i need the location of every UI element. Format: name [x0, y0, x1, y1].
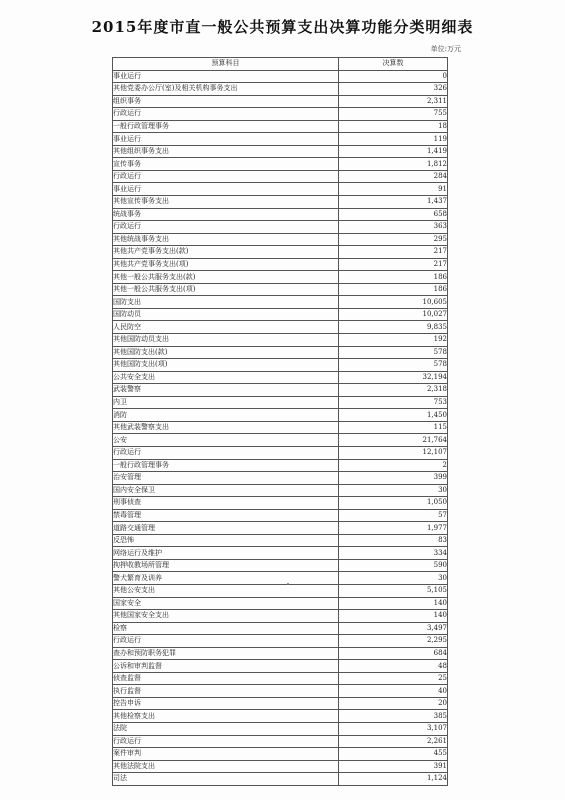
table-row [113, 472, 448, 485]
row-amount: 753 [339, 396, 448, 409]
row-amount: 192 [339, 334, 448, 347]
table-row [113, 321, 448, 334]
row-item-name: 执行监督 [113, 685, 339, 698]
row-amount: 21,764 [339, 434, 448, 447]
table-row [113, 522, 448, 535]
row-item-name: 宣传事务 [113, 158, 339, 171]
row-item-name: 人民防空 [113, 321, 339, 334]
table-row [113, 158, 448, 171]
row-item-name: 事业运行 [113, 70, 339, 83]
table-header-row [113, 58, 448, 71]
row-item-name: 事业运行 [113, 183, 339, 196]
row-amount: 578 [339, 346, 448, 359]
row-amount: 1,437 [339, 196, 448, 209]
row-item-name: 法院 [113, 722, 339, 735]
row-amount: 455 [339, 748, 448, 761]
table-body [113, 70, 448, 785]
row-item-name: 禁毒管理 [113, 509, 339, 522]
row-amount: 1,419 [339, 145, 448, 158]
row-amount: 755 [339, 108, 448, 121]
row-amount: 385 [339, 710, 448, 723]
row-item-name: 国家安全 [113, 597, 339, 610]
row-item-name: 内卫 [113, 396, 339, 409]
table-row [113, 497, 448, 510]
row-amount: 399 [339, 472, 448, 485]
row-item-name: 国防动员 [113, 308, 339, 321]
row-item-name: 其他国防动员支出 [113, 334, 339, 347]
table-row [113, 559, 448, 572]
table-row [113, 384, 448, 397]
table-row [113, 597, 448, 610]
row-amount: 57 [339, 509, 448, 522]
table-row [113, 722, 448, 735]
row-amount: 32,194 [339, 371, 448, 384]
table-row [113, 271, 448, 284]
row-item-name: 其他公安支出 [113, 584, 339, 597]
table-row [113, 421, 448, 434]
table-row [113, 735, 448, 748]
table-row [113, 346, 448, 359]
row-amount: 0 [339, 70, 448, 83]
row-item-name: 国内安全保卫 [113, 484, 339, 497]
row-amount: 1,812 [339, 158, 448, 171]
table-row [113, 208, 448, 221]
row-item-name: 警犬繁育及训养 [113, 572, 339, 585]
row-item-name: 查办和预防职务犯罪 [113, 647, 339, 660]
table-row [113, 446, 448, 459]
table-row [113, 233, 448, 246]
row-item-name: 案件审判 [113, 748, 339, 761]
budget-table [112, 57, 448, 786]
row-amount: 217 [339, 246, 448, 259]
row-item-name: 公共安全支出 [113, 371, 339, 384]
row-amount: 10,027 [339, 308, 448, 321]
row-item-name: 其他党委办公厅(室)及相关机构事务支出 [113, 83, 339, 96]
row-amount: 217 [339, 258, 448, 271]
row-item-name: 其他国家安全支出 [113, 610, 339, 623]
table-row [113, 459, 448, 472]
row-amount: 5,105 [339, 584, 448, 597]
table-row [113, 685, 448, 698]
row-amount: 186 [339, 271, 448, 284]
header-budget-item: 预算科目 [113, 58, 339, 71]
table-row [113, 748, 448, 761]
table-row [113, 308, 448, 321]
row-item-name: 控告申诉 [113, 697, 339, 710]
row-amount: 48 [339, 660, 448, 673]
row-amount: 119 [339, 133, 448, 146]
row-amount: 2,295 [339, 635, 448, 648]
table-row [113, 334, 448, 347]
row-item-name: 行政运行 [113, 735, 339, 748]
row-amount: 684 [339, 647, 448, 660]
table-row [113, 572, 448, 585]
table-row [113, 221, 448, 234]
row-item-name: 公诉和审判监督 [113, 660, 339, 673]
row-item-name: 行政运行 [113, 446, 339, 459]
row-amount: 186 [339, 283, 448, 296]
table-row [113, 610, 448, 623]
row-item-name: 组织事务 [113, 95, 339, 108]
row-amount: 10,605 [339, 296, 448, 309]
row-amount: 2,318 [339, 384, 448, 397]
row-item-name: 反恐怖 [113, 534, 339, 547]
table-row [113, 622, 448, 635]
row-amount: 1,050 [339, 497, 448, 510]
unit-label: 单位:万元 [430, 45, 461, 53]
row-item-name: 其他检察支出 [113, 710, 339, 723]
table-row [113, 283, 448, 296]
table-row [113, 359, 448, 372]
row-amount: 363 [339, 221, 448, 234]
row-amount: 12,107 [339, 446, 448, 459]
row-amount: 2 [339, 459, 448, 472]
row-item-name: 行政运行 [113, 221, 339, 234]
table-row [113, 635, 448, 648]
row-item-name: 其他国防支出(款) [113, 346, 339, 359]
row-amount: 20 [339, 697, 448, 710]
row-amount: 2,311 [339, 95, 448, 108]
table-row [113, 409, 448, 422]
table-row [113, 509, 448, 522]
table-row [113, 133, 448, 146]
scan-speck [287, 583, 289, 585]
row-item-name: 行政运行 [113, 108, 339, 121]
row-item-name: 行政运行 [113, 170, 339, 183]
row-item-name: 统战事务 [113, 208, 339, 221]
row-amount: 1,450 [339, 409, 448, 422]
table-row [113, 258, 448, 271]
table-row [113, 296, 448, 309]
row-item-name: 司法 [113, 773, 339, 786]
row-amount: 2,261 [339, 735, 448, 748]
row-amount: 391 [339, 760, 448, 773]
row-item-name: 行政运行 [113, 635, 339, 648]
table-row [113, 246, 448, 259]
table-row [113, 647, 448, 660]
row-amount: 3,107 [339, 722, 448, 735]
row-item-name: 事业运行 [113, 133, 339, 146]
row-amount: 40 [339, 685, 448, 698]
row-item-name: 武装警察 [113, 384, 339, 397]
table-row [113, 396, 448, 409]
row-amount: 83 [339, 534, 448, 547]
row-amount: 295 [339, 233, 448, 246]
row-amount: 140 [339, 610, 448, 623]
row-item-name: 道路交通管理 [113, 522, 339, 535]
table-row [113, 183, 448, 196]
row-amount: 578 [339, 359, 448, 372]
row-item-name: 其他国防支出(项) [113, 359, 339, 372]
row-amount: 1,124 [339, 773, 448, 786]
table-row [113, 484, 448, 497]
row-amount: 3,497 [339, 622, 448, 635]
table-row [113, 584, 448, 597]
row-amount: 30 [339, 572, 448, 585]
row-item-name: 侦查监督 [113, 672, 339, 685]
row-amount: 334 [339, 547, 448, 560]
row-amount: 9,835 [339, 321, 448, 334]
table-row [113, 83, 448, 96]
row-item-name: 其他一般公共服务支出(款) [113, 271, 339, 284]
table-row [113, 660, 448, 673]
table-row [113, 95, 448, 108]
row-item-name: 其他组织事务支出 [113, 145, 339, 158]
row-item-name: 网络运行及维护 [113, 547, 339, 560]
table-row [113, 434, 448, 447]
table-row [113, 170, 448, 183]
row-item-name: 公安 [113, 434, 339, 447]
row-item-name: 拘押收教场所管理 [113, 559, 339, 572]
row-item-name: 其他一般公共服务支出(项) [113, 283, 339, 296]
row-item-name: 治安管理 [113, 472, 339, 485]
table-row [113, 534, 448, 547]
table-row [113, 145, 448, 158]
row-amount: 115 [339, 421, 448, 434]
row-item-name: 一般行政管理事务 [113, 459, 339, 472]
row-amount: 658 [339, 208, 448, 221]
row-item-name: 其他武装警察支出 [113, 421, 339, 434]
table-row [113, 760, 448, 773]
row-item-name: 其他统战事务支出 [113, 233, 339, 246]
table-row [113, 70, 448, 83]
table-row [113, 196, 448, 209]
table-row [113, 108, 448, 121]
row-item-name: 国防支出 [113, 296, 339, 309]
row-amount: 25 [339, 672, 448, 685]
row-item-name: 刑事侦查 [113, 497, 339, 510]
row-item-name: 其他共产党事务支出(款) [113, 246, 339, 259]
row-amount: 1,977 [339, 522, 448, 535]
page-title: 2015年度市直一般公共预算支出决算功能分类明细表 [91, 18, 474, 36]
row-amount: 284 [339, 170, 448, 183]
row-item-name: 其他法院支出 [113, 760, 339, 773]
row-amount: 18 [339, 120, 448, 133]
row-item-name: 其他宣传事务支出 [113, 196, 339, 209]
header-final-amount: 决算数 [339, 58, 448, 71]
row-item-name: 消防 [113, 409, 339, 422]
table-row [113, 672, 448, 685]
row-amount: 326 [339, 83, 448, 96]
row-amount: 91 [339, 183, 448, 196]
row-amount: 140 [339, 597, 448, 610]
table-row [113, 371, 448, 384]
row-item-name: 其他共产党事务支出(项) [113, 258, 339, 271]
row-amount: 30 [339, 484, 448, 497]
table-row [113, 773, 448, 786]
table-row [113, 697, 448, 710]
table-row [113, 710, 448, 723]
table-row [113, 547, 448, 560]
row-amount: 590 [339, 559, 448, 572]
row-item-name: 一般行政管理事务 [113, 120, 339, 133]
row-item-name: 检察 [113, 622, 339, 635]
table-row [113, 120, 448, 133]
